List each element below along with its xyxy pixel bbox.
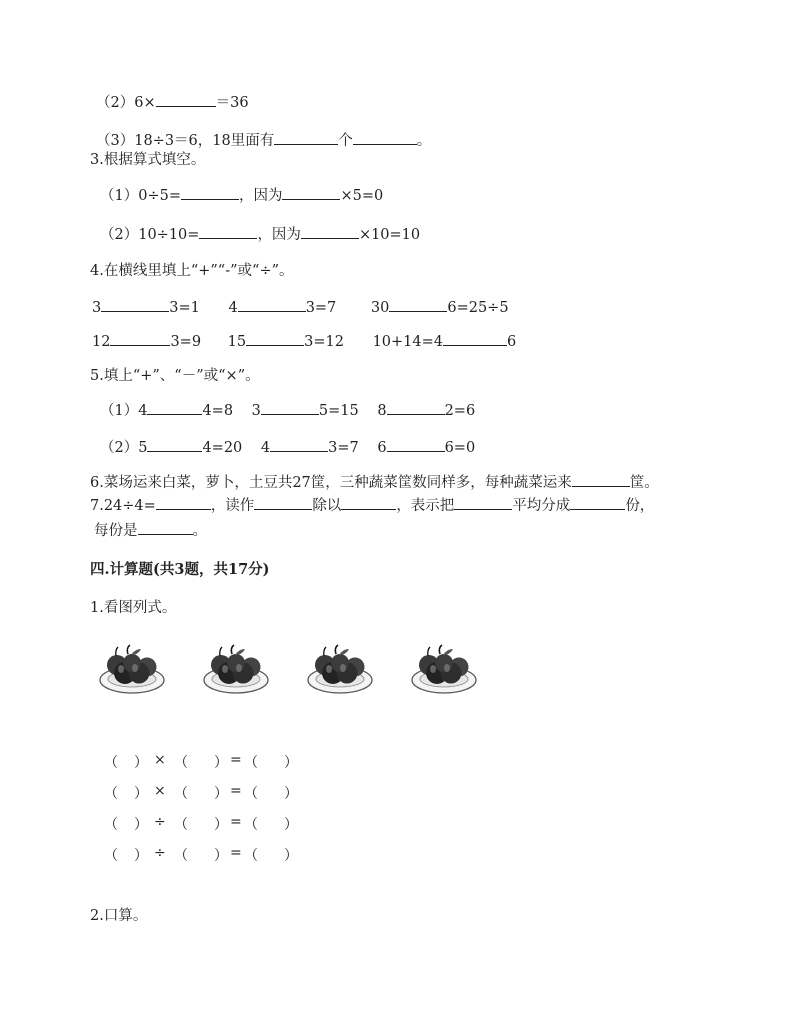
fruit-plate-icon <box>306 636 374 698</box>
text: 6 <box>507 334 517 350</box>
answer-parenthesis[interactable]: （ <box>174 755 188 771</box>
text: 筐。 <box>629 475 659 491</box>
text: （2）5 <box>100 440 148 456</box>
answer-blank[interactable] <box>387 437 445 452</box>
text: 3=12 <box>304 334 344 350</box>
answer-parenthesis[interactable]: ） <box>134 848 148 864</box>
text: 份， <box>625 498 655 514</box>
answer-blank[interactable] <box>301 224 359 239</box>
question-3-item-1 <box>100 185 383 206</box>
text: 平均分成 <box>512 498 571 514</box>
answer-parenthesis[interactable]: ） <box>214 817 228 833</box>
answer-blank[interactable] <box>254 495 312 510</box>
fruit-plate-icon <box>410 636 478 698</box>
answer-blank[interactable] <box>156 92 216 107</box>
text: 3=7 <box>305 300 337 316</box>
question-4-row-1 <box>92 297 509 318</box>
answer-parenthesis[interactable]: ） <box>134 817 148 833</box>
text: 2=6 <box>444 403 476 419</box>
answer-blank[interactable] <box>353 130 417 145</box>
text: （2）10÷10= <box>100 227 200 243</box>
question-3-title: 3.根据算式填空。 <box>90 152 206 168</box>
answer-blank[interactable] <box>101 297 169 312</box>
text: 30 <box>370 300 390 316</box>
answer-parenthesis[interactable]: ） <box>284 755 298 771</box>
text: 3=9 <box>170 334 202 350</box>
question-5-row-1 <box>100 400 475 421</box>
answer-blank[interactable] <box>570 495 625 510</box>
text: （2）6× <box>96 95 156 111</box>
operator: ÷ <box>154 814 166 830</box>
question-2-item-2 <box>96 92 249 113</box>
calc-question-2-title: 2.口算。 <box>90 908 148 924</box>
equals-sign: = <box>230 845 242 861</box>
fruit-plate-icon <box>202 636 270 698</box>
text: （1）0÷5= <box>100 188 181 204</box>
answer-parenthesis[interactable]: （ <box>104 755 118 771</box>
text: 3 <box>251 403 261 419</box>
text: 12 <box>92 334 111 350</box>
answer-parenthesis[interactable]: ） <box>284 817 298 833</box>
question-7-line-1 <box>90 495 654 516</box>
text: ＝36 <box>215 95 249 111</box>
answer-blank[interactable] <box>110 331 170 346</box>
answer-parenthesis[interactable]: （ <box>104 786 118 802</box>
answer-parenthesis[interactable]: ） <box>284 848 298 864</box>
text: 4 <box>228 300 238 316</box>
text: ，表示把 <box>396 498 455 514</box>
answer-parenthesis[interactable]: ） <box>214 786 228 802</box>
text: ，因为 <box>257 227 301 243</box>
text: 3=1 <box>169 300 200 316</box>
answer-blank[interactable] <box>341 495 396 510</box>
answer-blank[interactable] <box>199 224 257 239</box>
text: 4=20 <box>202 440 243 456</box>
answer-blank[interactable] <box>147 400 202 415</box>
text: 8 <box>377 403 387 419</box>
text: （1）4 <box>100 403 148 419</box>
question-4-row-2 <box>92 331 516 352</box>
answer-parenthesis[interactable]: （ <box>104 817 118 833</box>
answer-parenthesis[interactable]: （ <box>244 786 258 802</box>
text: ，因为 <box>238 188 283 204</box>
text: 。 <box>192 523 207 539</box>
question-5-title: 5.填上“+”、“－”或“×”。 <box>90 368 260 384</box>
answer-parenthesis[interactable]: ） <box>134 786 148 802</box>
text: 6 <box>377 440 387 456</box>
answer-blank[interactable] <box>246 331 304 346</box>
answer-parenthesis[interactable]: （ <box>244 848 258 864</box>
question-7-line-2 <box>94 520 207 541</box>
text: 15 <box>227 334 247 350</box>
answer-blank[interactable] <box>156 495 211 510</box>
text: 10+14=4 <box>372 334 443 350</box>
text: （3）18÷3＝6，18里面有 <box>96 133 275 149</box>
text: 4 <box>260 440 271 456</box>
calc-question-1-title: 1.看图列式。 <box>90 600 177 616</box>
text: 每份是 <box>94 523 138 539</box>
operator: × <box>154 752 166 768</box>
answer-parenthesis[interactable]: （ <box>244 755 258 771</box>
equals-sign: = <box>230 814 242 830</box>
answer-parenthesis[interactable]: ） <box>214 755 228 771</box>
answer-blank[interactable] <box>282 185 340 200</box>
question-6 <box>90 472 659 493</box>
fruit-plate-icon <box>98 636 166 698</box>
answer-blank[interactable] <box>454 495 512 510</box>
text: ×5=0 <box>340 188 384 204</box>
answer-parenthesis[interactable]: ） <box>214 848 228 864</box>
answer-blank[interactable] <box>138 520 193 535</box>
answer-parenthesis[interactable]: （ <box>174 848 188 864</box>
answer-parenthesis[interactable]: ） <box>134 755 148 771</box>
operator: ÷ <box>154 845 166 861</box>
answer-blank[interactable] <box>147 437 202 452</box>
answer-parenthesis[interactable]: （ <box>174 817 188 833</box>
answer-blank[interactable] <box>389 297 447 312</box>
answer-blank[interactable] <box>261 400 319 415</box>
text: 4=8 <box>202 403 234 419</box>
answer-parenthesis[interactable]: （ <box>174 786 188 802</box>
answer-parenthesis[interactable]: （ <box>244 817 258 833</box>
text: 7.24÷4= <box>90 498 156 514</box>
text: 3=7 <box>328 440 359 456</box>
answer-blank[interactable] <box>572 472 630 487</box>
equals-sign: = <box>230 752 242 768</box>
answer-parenthesis[interactable]: （ <box>104 848 118 864</box>
question-3-item-2 <box>100 224 420 245</box>
text: 5=15 <box>318 403 359 419</box>
text: 6=0 <box>444 440 476 456</box>
equals-sign: = <box>230 783 242 799</box>
answer-blank[interactable] <box>270 437 328 452</box>
text: 。 <box>416 133 432 149</box>
text: ，读作 <box>210 498 255 514</box>
text: 个 <box>338 133 353 149</box>
answer-blank[interactable] <box>238 297 306 312</box>
answer-parenthesis[interactable]: ） <box>284 786 298 802</box>
text: ×10=10 <box>358 227 421 243</box>
answer-blank[interactable] <box>387 400 445 415</box>
question-2-item-3 <box>96 130 431 151</box>
text: 除以 <box>312 498 342 514</box>
operator: × <box>154 783 166 799</box>
section-4-heading: 四.计算题(共3题，共17分) <box>90 561 270 578</box>
answer-blank[interactable] <box>443 331 507 346</box>
answer-blank[interactable] <box>181 185 239 200</box>
answer-blank[interactable] <box>274 130 338 145</box>
text: 6=25÷5 <box>447 300 509 316</box>
question-5-row-2 <box>100 437 475 458</box>
text: 6.菜场运来白菜，萝卜，土豆共27筐，三种蔬菜筐数同样多，每种蔬菜运来 <box>90 475 572 491</box>
question-4-title: 4.在横线里填上“+”“-”或“÷”。 <box>90 263 294 279</box>
text: 3 <box>92 300 102 316</box>
